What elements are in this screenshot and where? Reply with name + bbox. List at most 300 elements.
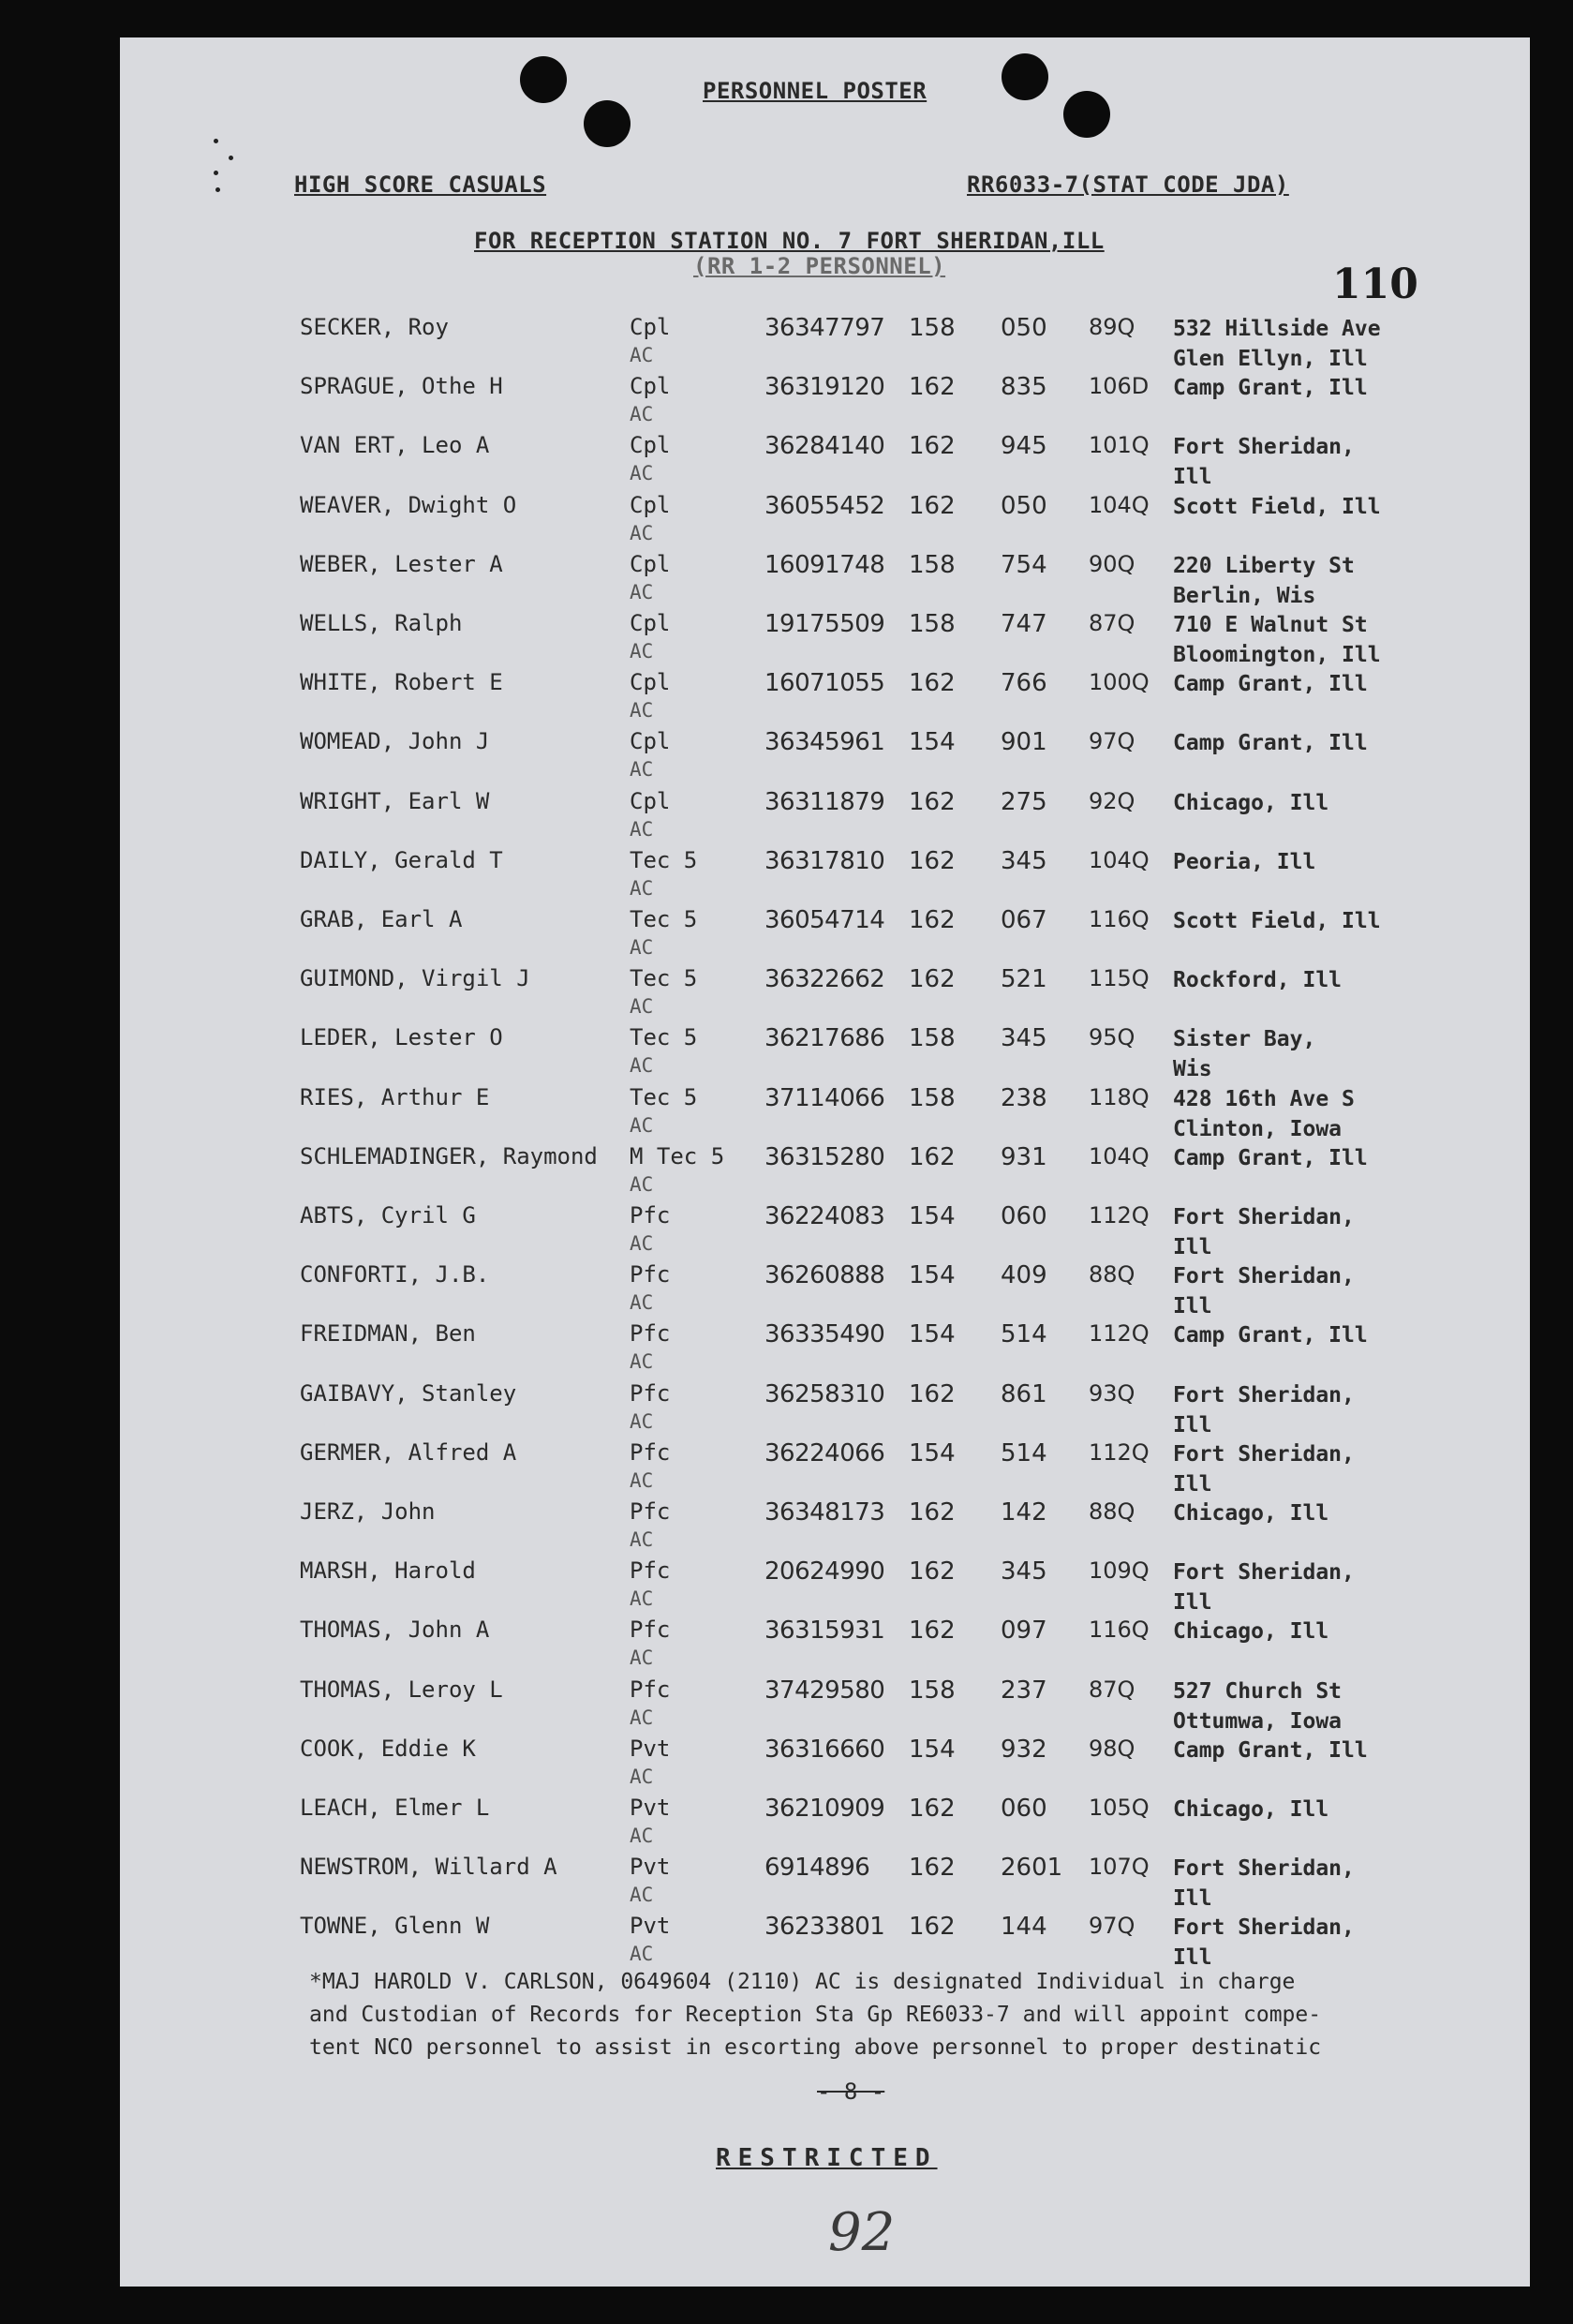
destination-line: Sister Bay, (1173, 1027, 1316, 1052)
serial-number: 36335490 (764, 1320, 885, 1349)
destination (1173, 1616, 1328, 1646)
serial-number: 36345961 (764, 728, 885, 757)
score-col-1: 162 (909, 965, 956, 994)
branch: AC (630, 1587, 654, 1611)
name: ABTS, Cyril G (300, 1202, 476, 1229)
score-col-3: 97Q (1089, 1913, 1135, 1940)
destination-line: Scott Field, Ill (1173, 909, 1381, 933)
score-col-2: 521 (1001, 965, 1047, 994)
destination (1173, 1261, 1355, 1321)
score-col-3: 104Q (1089, 1142, 1150, 1169)
roster-row (120, 847, 1530, 906)
score-col-3: 104Q (1089, 846, 1150, 873)
name: COOK, Eddie K (300, 1735, 476, 1762)
score-col-3: 101Q (1089, 432, 1150, 459)
destination (1173, 1913, 1355, 1973)
name: WEAVER, Dwight O (300, 491, 517, 518)
name: NEWSTROM, Willard A (300, 1854, 557, 1881)
name: LEACH, Elmer L (300, 1795, 490, 1821)
destination-line: Glen Ellyn, Ill (1173, 347, 1368, 371)
score-col-1: 158 (909, 1676, 956, 1705)
score-col-3: 88Q (1089, 1261, 1135, 1289)
grade: Tec 5 (630, 965, 698, 992)
serial-number: 36054714 (764, 906, 885, 934)
destination (1173, 1320, 1368, 1350)
grade: Pvt (630, 1854, 671, 1881)
destination-line: 527 Church St (1173, 1678, 1343, 1704)
roster-row (120, 1024, 1530, 1083)
roster-row (120, 1676, 1530, 1736)
branch: AC (630, 1350, 654, 1374)
score-col-2: 067 (1001, 906, 1047, 934)
roster-row (120, 1854, 1530, 1913)
roster-row (120, 373, 1530, 432)
destination (1173, 432, 1355, 492)
handwritten-number: 92 (828, 2202, 896, 2263)
branch: AC (630, 1943, 654, 1966)
score-col-1: 162 (909, 1142, 956, 1171)
score-col-3: 106D (1089, 373, 1150, 400)
score-col-2: 345 (1001, 846, 1047, 875)
specks (229, 156, 233, 160)
grade: Cpl (630, 491, 671, 518)
destination (1173, 1854, 1355, 1914)
score-col-1: 158 (909, 1083, 956, 1112)
score-col-2: 835 (1001, 373, 1047, 402)
specks (214, 171, 218, 175)
branch: AC (630, 1054, 654, 1078)
branch: AC (630, 817, 654, 841)
destination (1173, 1498, 1328, 1528)
name: LEDER, Lester O (300, 1024, 503, 1051)
branch: AC (630, 580, 654, 603)
specks (215, 187, 220, 192)
destination-line: Peoria, Ill (1173, 849, 1316, 874)
roster-row (120, 1202, 1530, 1261)
serial-number: 36258310 (764, 1379, 885, 1408)
score-col-2: 238 (1001, 1083, 1047, 1112)
score-col-1: 162 (909, 787, 956, 816)
destination-line: Fort Sheridan, (1173, 1205, 1355, 1229)
grade: Cpl (630, 728, 671, 755)
serial-number: 20624990 (764, 1557, 885, 1587)
destination (1173, 1024, 1315, 1084)
serial-number: 36347797 (764, 314, 885, 342)
serial-number: 36260888 (764, 1261, 885, 1290)
destination-line: Camp Grant, Ill (1173, 1323, 1368, 1348)
score-col-3: 115Q (1089, 965, 1150, 992)
destination-line: Chicago, Ill (1173, 790, 1329, 815)
destination-line: Ill (1173, 1590, 1212, 1616)
score-col-2: 097 (1001, 1616, 1047, 1646)
roster-row (120, 314, 1530, 373)
destination-line: Ill (1173, 1235, 1212, 1259)
serial-number: 36348173 (764, 1498, 885, 1527)
destination (1173, 492, 1381, 522)
grade: M Tec 5 (630, 1142, 725, 1169)
score-col-1: 162 (909, 669, 956, 698)
serial-number: 36315280 (764, 1142, 885, 1171)
score-col-2: 050 (1001, 491, 1047, 520)
name: GUIMOND, Virgil J (300, 965, 530, 992)
destination (1173, 373, 1368, 403)
destination-line: Fort Sheridan, (1173, 435, 1355, 460)
destination (1173, 1557, 1355, 1617)
score-col-2: 345 (1001, 1557, 1047, 1587)
score-col-3: 112Q (1089, 1438, 1150, 1466)
name: SCHLEMADINGER, Raymond (300, 1142, 598, 1169)
score-col-1: 162 (909, 906, 956, 934)
score-col-2: 409 (1001, 1261, 1047, 1290)
note-line: *MAJ HAROLD V. CARLSON, 0649604 (2110) AC is designated Individual in charge (309, 1970, 1296, 1994)
punch-hole (584, 100, 631, 147)
destination (1173, 314, 1381, 374)
name: WHITE, Robert E (300, 669, 503, 696)
serial-number: 36315931 (764, 1616, 885, 1646)
destination-line: Fort Sheridan, (1173, 1560, 1355, 1586)
destination (1173, 728, 1368, 758)
serial-number: 36319120 (764, 373, 885, 402)
score-col-1: 162 (909, 373, 956, 402)
destination-line: Fort Sheridan, (1173, 1382, 1355, 1408)
roster-row (120, 1320, 1530, 1379)
roster-row (120, 1795, 1530, 1854)
score-col-1: 162 (909, 1795, 956, 1823)
destination-line: Bloomington, Ill (1173, 643, 1381, 667)
name: JERZ, John (300, 1498, 436, 1525)
document-title: PERSONNEL POSTER (703, 78, 927, 104)
name: RIES, Arthur E (300, 1083, 490, 1110)
grade: Pfc (630, 1557, 671, 1585)
grade: Tec 5 (630, 906, 698, 932)
score-col-1: 162 (909, 1913, 956, 1942)
specks (214, 139, 218, 143)
name: MARSH, Harold (300, 1557, 476, 1585)
roster-row (120, 1261, 1530, 1320)
grade: Pfc (630, 1498, 671, 1525)
custodian-note (309, 1966, 1518, 2064)
score-col-1: 162 (909, 432, 956, 461)
destination (1173, 1143, 1368, 1173)
branch: AC (630, 1409, 654, 1433)
serial-number: 36284140 (764, 432, 885, 461)
destination (1173, 788, 1328, 818)
destination (1173, 1380, 1355, 1440)
order-code: RR6033-7(STAT CODE JDA) (967, 171, 1289, 198)
roster-row (120, 1439, 1530, 1498)
name: THOMAS, John A (300, 1616, 490, 1644)
score-col-3: 97Q (1089, 728, 1135, 755)
branch: AC (630, 876, 654, 900)
destination (1173, 1736, 1368, 1765)
score-col-1: 154 (909, 1320, 956, 1349)
grade: Tec 5 (630, 1083, 698, 1110)
sub-line: (RR 1-2 PERSONNEL) (693, 253, 946, 279)
destination-line: Fort Sheridan, (1173, 1856, 1355, 1882)
score-col-1: 162 (909, 1616, 956, 1646)
score-col-3: 92Q (1089, 787, 1135, 814)
name: WELLS, Ralph (300, 610, 463, 636)
branch: AC (630, 1113, 654, 1137)
score-col-1: 158 (909, 550, 956, 579)
branch: AC (630, 1765, 654, 1788)
score-col-2: 901 (1001, 728, 1047, 757)
serial-number: 36224083 (764, 1202, 885, 1230)
roster-row (120, 1084, 1530, 1143)
destination-line: 710 E Walnut St (1173, 613, 1368, 637)
score-col-1: 162 (909, 1498, 956, 1527)
grade: Tec 5 (630, 846, 698, 873)
serial-number: 36316660 (764, 1735, 885, 1764)
roster-row (120, 1616, 1530, 1676)
unit-title: HIGH SCORE CASUALS (294, 171, 547, 198)
destination (1173, 1676, 1342, 1736)
destination (1173, 610, 1381, 670)
destination (1173, 1795, 1328, 1825)
score-col-2: 060 (1001, 1795, 1047, 1823)
destination (1173, 847, 1315, 877)
serial-number: 36210909 (764, 1795, 885, 1823)
destination-line: 428 16th Ave S (1173, 1086, 1355, 1111)
destination (1173, 1439, 1355, 1499)
destination-line: 532 Hillside Ave (1173, 317, 1381, 341)
grade: Cpl (630, 373, 671, 400)
branch: AC (630, 344, 654, 366)
serial-number: 19175509 (764, 610, 885, 638)
score-col-3: 98Q (1089, 1735, 1135, 1762)
score-col-3: 87Q (1089, 1676, 1135, 1703)
grade: Pfc (630, 1320, 671, 1348)
score-col-3: 105Q (1089, 1795, 1150, 1821)
roster-row (120, 728, 1530, 787)
score-col-2: 861 (1001, 1379, 1047, 1408)
score-col-3: 118Q (1089, 1083, 1150, 1110)
score-col-1: 154 (909, 1735, 956, 1764)
punch-hole (520, 56, 567, 103)
destination (1173, 669, 1368, 699)
destination-line: Chicago, Ill (1173, 1797, 1329, 1822)
serial-number: 36233801 (764, 1913, 885, 1942)
document-page (120, 37, 1530, 2287)
destination-line: Camp Grant, Ill (1173, 376, 1368, 401)
score-col-3: 95Q (1089, 1024, 1135, 1051)
score-col-3: 89Q (1089, 314, 1135, 340)
serial-number: 37429580 (764, 1676, 885, 1705)
score-col-3: 116Q (1089, 906, 1150, 932)
branch: AC (630, 1172, 654, 1196)
branch: AC (630, 1468, 654, 1492)
destination-line: Rockford, Ill (1173, 968, 1343, 993)
destination-line: Clinton, Iowa (1173, 1116, 1343, 1141)
roster-row (120, 1557, 1530, 1616)
grade: Pfc (630, 1261, 671, 1289)
branch: AC (630, 1232, 654, 1255)
grade: Pvt (630, 1735, 671, 1762)
score-col-2: 060 (1001, 1202, 1047, 1230)
roster-row (120, 669, 1530, 728)
score-col-3: 90Q (1089, 550, 1135, 577)
destination-line: 220 Liberty St (1173, 553, 1355, 578)
roster-row (120, 788, 1530, 847)
score-col-3: 112Q (1089, 1202, 1150, 1229)
destination-line: Camp Grant, Ill (1173, 731, 1368, 756)
score-col-1: 162 (909, 1854, 956, 1883)
destination-line: Berlin, Wis (1173, 583, 1316, 608)
name: GERMER, Alfred A (300, 1438, 517, 1466)
score-col-2: 747 (1001, 610, 1047, 638)
branch: AC (630, 1706, 654, 1729)
score-col-2: 514 (1001, 1438, 1047, 1467)
note-line: tent NCO personnel to assist in escorting above personnel to proper destinatic (309, 2035, 1322, 2060)
score-col-2: 2601 (1001, 1854, 1063, 1883)
name: TOWNE, Glenn W (300, 1913, 490, 1940)
name: GAIBAVY, Stanley (300, 1379, 517, 1407)
note-line: and Custodian of Records for Reception Sta Gp RE6033-7 and will appoint compe- (309, 2003, 1322, 2027)
score-col-2: 514 (1001, 1320, 1047, 1349)
branch: AC (630, 995, 654, 1019)
destination-line: Ill (1173, 1945, 1212, 1971)
score-col-1: 162 (909, 846, 956, 875)
score-col-1: 162 (909, 1557, 956, 1587)
stamped-number: 110 (1332, 261, 1418, 308)
punch-hole (1063, 91, 1110, 138)
branch: AC (630, 758, 654, 782)
destination (1173, 1084, 1355, 1144)
serial-number: 36224066 (764, 1438, 885, 1467)
grade: Pfc (630, 1438, 671, 1466)
destination (1173, 906, 1381, 936)
grade: Cpl (630, 669, 671, 696)
destination (1173, 1202, 1355, 1262)
score-col-3: 109Q (1089, 1557, 1150, 1585)
roster-row (120, 1143, 1530, 1202)
destination-line: Fort Sheridan, (1173, 1915, 1355, 1941)
roster-row (120, 610, 1530, 669)
destination (1173, 965, 1342, 995)
score-col-2: 945 (1001, 432, 1047, 461)
branch: AC (630, 640, 654, 663)
branch: AC (630, 1884, 654, 1907)
score-col-2: 754 (1001, 550, 1047, 579)
roster-row (120, 492, 1530, 551)
score-col-2: 766 (1001, 669, 1047, 698)
name: CONFORTI, J.B. (300, 1261, 490, 1289)
name: WRIGHT, Earl W (300, 787, 490, 814)
destination-line: Ottumwa, Iowa (1173, 1708, 1343, 1734)
score-col-3: 112Q (1089, 1320, 1150, 1348)
score-col-2: 144 (1001, 1913, 1047, 1942)
roster-row (120, 965, 1530, 1024)
grade: Cpl (630, 314, 671, 340)
serial-number: 6914896 (764, 1854, 870, 1883)
score-col-3: 116Q (1089, 1616, 1150, 1644)
serial-number: 37114066 (764, 1083, 885, 1112)
destination-line: Camp Grant, Ill (1173, 672, 1368, 697)
grade: Pfc (630, 1202, 671, 1229)
score-col-3: 87Q (1089, 610, 1135, 636)
destination-line: Ill (1173, 1886, 1212, 1912)
branch: AC (630, 1291, 654, 1315)
branch: AC (630, 403, 654, 426)
roster-row (120, 1498, 1530, 1557)
branch: AC (630, 521, 654, 544)
score-col-3: 93Q (1089, 1379, 1135, 1407)
score-col-1: 162 (909, 491, 956, 520)
grade: Pvt (630, 1913, 671, 1940)
branch: AC (630, 936, 654, 959)
roster-row (120, 551, 1530, 610)
destination-line: Ill (1173, 1471, 1212, 1497)
grade: Pfc (630, 1379, 671, 1407)
serial-number: 16091748 (764, 550, 885, 579)
branch: AC (630, 1528, 654, 1551)
score-col-2: 237 (1001, 1676, 1047, 1705)
serial-number: 36055452 (764, 491, 885, 520)
grade: Cpl (630, 787, 671, 814)
destination-line: Camp Grant, Ill (1173, 1145, 1368, 1170)
restricted-label: RESTRICTED (716, 2144, 938, 2172)
score-col-3: 104Q (1089, 491, 1150, 518)
roster-row (120, 1913, 1530, 1972)
page-number: - 8 - (817, 2078, 885, 2105)
grade: Tec 5 (630, 1024, 698, 1051)
name: SECKER, Roy (300, 314, 449, 340)
roster-row (120, 906, 1530, 965)
destination-line: Ill (1173, 465, 1212, 490)
grade: Pvt (630, 1795, 671, 1821)
score-col-2: 931 (1001, 1142, 1047, 1171)
score-col-1: 158 (909, 610, 956, 638)
score-col-1: 154 (909, 1261, 956, 1290)
serial-number: 36311879 (764, 787, 885, 816)
destination-line: Chicago, Ill (1173, 1619, 1329, 1645)
score-col-3: 100Q (1089, 669, 1150, 696)
name: THOMAS, Leroy L (300, 1676, 503, 1703)
destination-line: Scott Field, Ill (1173, 494, 1381, 519)
serial-number: 36317810 (764, 846, 885, 875)
station-line: FOR RECEPTION STATION NO. 7 FORT SHERIDAN,ILL (474, 228, 1105, 254)
name: WEBER, Lester A (300, 550, 503, 577)
destination-line: Camp Grant, Ill (1173, 1737, 1368, 1763)
score-col-3: 88Q (1089, 1498, 1135, 1525)
name: VAN ERT, Leo A (300, 432, 490, 459)
destination-line: Fort Sheridan, (1173, 1441, 1355, 1467)
score-col-1: 154 (909, 1202, 956, 1230)
name: DAILY, Gerald T (300, 846, 503, 873)
destination (1173, 551, 1355, 611)
destination-line: Wis (1173, 1057, 1212, 1082)
destination-line: Chicago, Ill (1173, 1501, 1329, 1526)
branch: AC (630, 462, 654, 485)
name: WOMEAD, John J (300, 728, 490, 755)
grade: Pfc (630, 1676, 671, 1703)
destination-line: Ill (1173, 1412, 1212, 1438)
branch: AC (630, 1825, 654, 1847)
punch-hole (1002, 53, 1048, 100)
name: SPRAGUE, Othe H (300, 373, 503, 400)
grade: Cpl (630, 610, 671, 636)
serial-number: 36322662 (764, 965, 885, 994)
grade: Pfc (630, 1616, 671, 1644)
destination-line: Ill (1173, 1294, 1212, 1319)
grade: Cpl (630, 432, 671, 459)
score-col-2: 050 (1001, 314, 1047, 342)
score-col-2: 142 (1001, 1498, 1047, 1527)
roster-row (120, 1380, 1530, 1439)
score-col-1: 154 (909, 728, 956, 757)
destination-line: Fort Sheridan, (1173, 1264, 1355, 1289)
branch: AC (630, 1646, 654, 1670)
